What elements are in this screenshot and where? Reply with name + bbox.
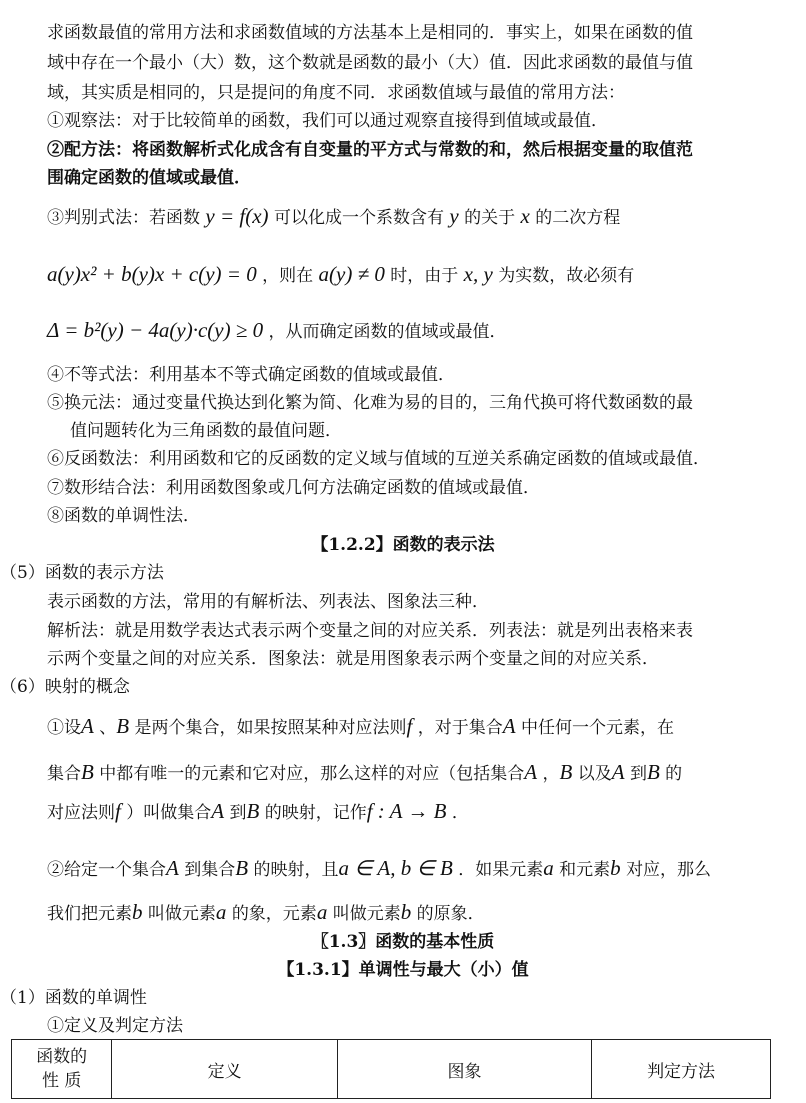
item-1-subtitle: ①定义及判定方法 xyxy=(47,1016,183,1036)
monotonicity-table xyxy=(11,1039,771,1099)
intro-line-2: 域中存在一个最小（大）数，这个数就是函数的最小（大）值．因此求函数的最值与值 xyxy=(47,53,693,73)
item-5-title: （5）函数的表示方法 xyxy=(0,563,164,583)
intro-line-3: 域，其实质是相同的，只是提问的角度不同．求函数值域与最值的常用方法： xyxy=(47,83,625,103)
item-5-line-3: 示两个变量之间的对应关系．图象法：就是用图象表示两个变量之间的对应关系． xyxy=(47,649,659,669)
table-header-row xyxy=(12,1040,771,1099)
method-completing-square-line-1: ②配方法：将函数解析式化成含有自变量的平方式与常数的和，然后根据变量的取值范 xyxy=(47,140,693,160)
method-discriminant-line-3: Δ = b²(y) − 4a(y)·c(y) ≥ 0 ，从而确定函数的值域或最值． xyxy=(47,318,507,342)
item-5-line-1: 表示函数的方法，常用的有解析法、列表法、图象法三种． xyxy=(47,592,489,612)
image-preimage-line-2: 我们把元素b 叫做元素a 的象，元素a 叫做元素b 的原象． xyxy=(47,900,485,924)
image-preimage-line-1: ②给定一个集合A 到集合B 的映射，且a ∈ A, b ∈ B ．如果元素a 和元素b 对应，那么 xyxy=(47,856,712,880)
mapping-def-line-1: ①设A 、B 是两个集合，如果按照某种对应法则f ，对于集合A 中任何一个元素，在 xyxy=(47,714,674,738)
item-6-title: （6）映射的概念 xyxy=(0,677,130,697)
method-completing-square-line-2: 围确定函数的值域或最值． xyxy=(47,168,251,188)
mapping-def-line-2: 集合B 中都有唯一的元素和它对应，那么这样的对应（包括集合A ，B 以及A 到B 的 xyxy=(47,760,683,784)
intro-line-1: 求函数最值的常用方法和求函数值域的方法基本上是相同的．事实上，如果在函数的值 xyxy=(47,23,693,43)
method-inverse-function: ⑥反函数法：利用函数和它的反函数的定义域与值域的互逆关系确定函数的值域或最值． xyxy=(47,449,710,469)
header-cell-graph: 图象 xyxy=(337,1040,591,1099)
formula-mapping: f : A → B xyxy=(366,799,447,823)
formula-discriminant: Δ = b²(y) − 4a(y)·c(y) ≥ 0 xyxy=(47,318,264,342)
item-5-line-2: 解析法：就是用数学表达式表示两个变量之间的对应关系．列表法：就是列出表格来表 xyxy=(47,621,693,641)
method-inequality: ④不等式法：利用基本不等式确定函数的值域或最值． xyxy=(47,365,455,385)
section-title-1-3-1: 【1.3.1】单调性与最大（小）值 xyxy=(277,960,529,980)
formula-quadratic: a(y)x² + b(y)x + c(y) = 0 xyxy=(47,262,257,286)
method-substitution-line-2: 值问题转化为三角函数的最值问题． xyxy=(70,421,342,441)
header-cell-property: 函数的 性 质 xyxy=(12,1040,112,1099)
formula-y-equals-fx: y = f(x) xyxy=(205,204,269,228)
method-observation: ①观察法：对于比较简单的函数，我们可以通过观察直接得到值域或最值． xyxy=(47,111,608,131)
method-graph: ⑦数形结合法：利用函数图象或几何方法确定函数的值域或最值． xyxy=(47,478,540,498)
method-substitution-line-1: ⑤换元法：通过变量代换达到化繁为简、化难为易的目的，三角代换可将代数函数的最 xyxy=(47,393,693,413)
method-discriminant-line-1: ③判别式法：若函数 y = f(x) 可以化成一个系数含有 y 的关于 x 的二次方程 xyxy=(47,204,621,228)
method-discriminant-line-2: a(y)x² + b(y)x + c(y) = 0 ，则在 a(y) ≠ 0 时，由于 x, y 为实数，故必须有 xyxy=(47,262,635,286)
method-monotonicity: ⑧函数的单调性法． xyxy=(47,506,200,526)
item-1-title: （1）函数的单调性 xyxy=(0,988,147,1008)
header-cell-method: 判定方法 xyxy=(592,1040,771,1099)
mapping-def-line-3: 对应法则f ）叫做集合A 到B 的映射，记作f : A → B ． xyxy=(47,799,469,823)
formula-a-nonzero: a(y) ≠ 0 xyxy=(318,262,385,286)
formula-membership: a ∈ A, b ∈ B xyxy=(338,856,453,880)
header-cell-definition: 定义 xyxy=(112,1040,337,1099)
section-title-1-2-2: 【1.2.2】函数的表示法 xyxy=(311,535,495,555)
section-title-1-3: 〖1.3〗函数的基本性质 xyxy=(311,932,495,952)
